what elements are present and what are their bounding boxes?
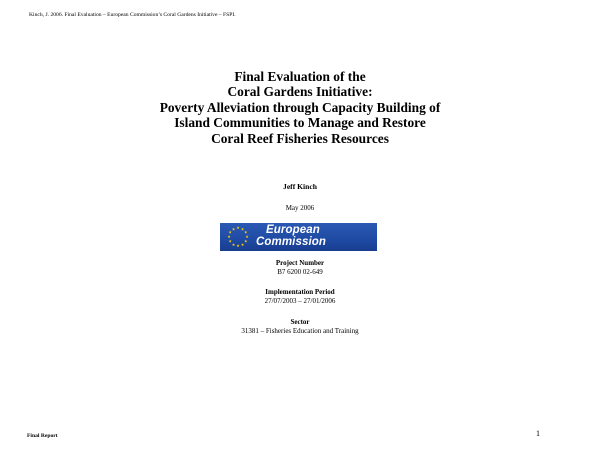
svg-text:★: ★ [231,226,236,232]
title-line-1: Final Evaluation of the [234,69,366,84]
svg-text:★: ★ [244,238,248,244]
logo-line-commission: Commission [256,236,327,248]
svg-text:★: ★ [228,229,232,235]
running-header: Kinch, J. 2006. Final Evaluation – European Commission’s Coral Gardens Initiative – FSPI. [29,12,236,18]
european-commission-logo [220,223,377,251]
implementation-period-value: 27/07/2003 – 27/01/2006 [264,297,336,305]
eu-stars-icon [226,225,250,249]
title-line-5: Coral Reef Fisheries Resources [211,130,389,146]
svg-text:★: ★ [236,243,240,249]
svg-text:★: ★ [240,226,245,232]
svg-text:★: ★ [227,234,231,240]
implementation-period-label: Implementation Period [265,288,335,296]
svg-text:★: ★ [236,225,240,231]
logo-wordmark [256,224,376,248]
svg-text:★: ★ [244,229,248,235]
title-line-3: Poverty Alleviation through Capacity Building of [159,99,441,115]
svg-text:★: ★ [228,238,232,244]
publication-date: May 2006 [285,204,315,212]
sector-value: 31381 – Fisheries Education and Training [241,327,359,335]
project-number-value: B7 6200 02-649 [277,268,323,276]
svg-text:★: ★ [240,242,245,247]
footer-report-label: Final Report [27,433,58,439]
svg-text:★: ★ [231,242,236,247]
document-title [0,69,600,146]
title-line-4: Island Communities to Manage and Restore [174,115,426,131]
project-number-label: Project Number [275,259,325,267]
author-name: Jeff Kinch [283,182,317,191]
sector-label: Sector [290,318,310,326]
svg-text:★: ★ [245,234,249,240]
title-line-2: Coral Gardens Initiative: [227,84,373,100]
page-number: 1 [536,429,540,438]
logo-line-european: European [266,224,320,236]
